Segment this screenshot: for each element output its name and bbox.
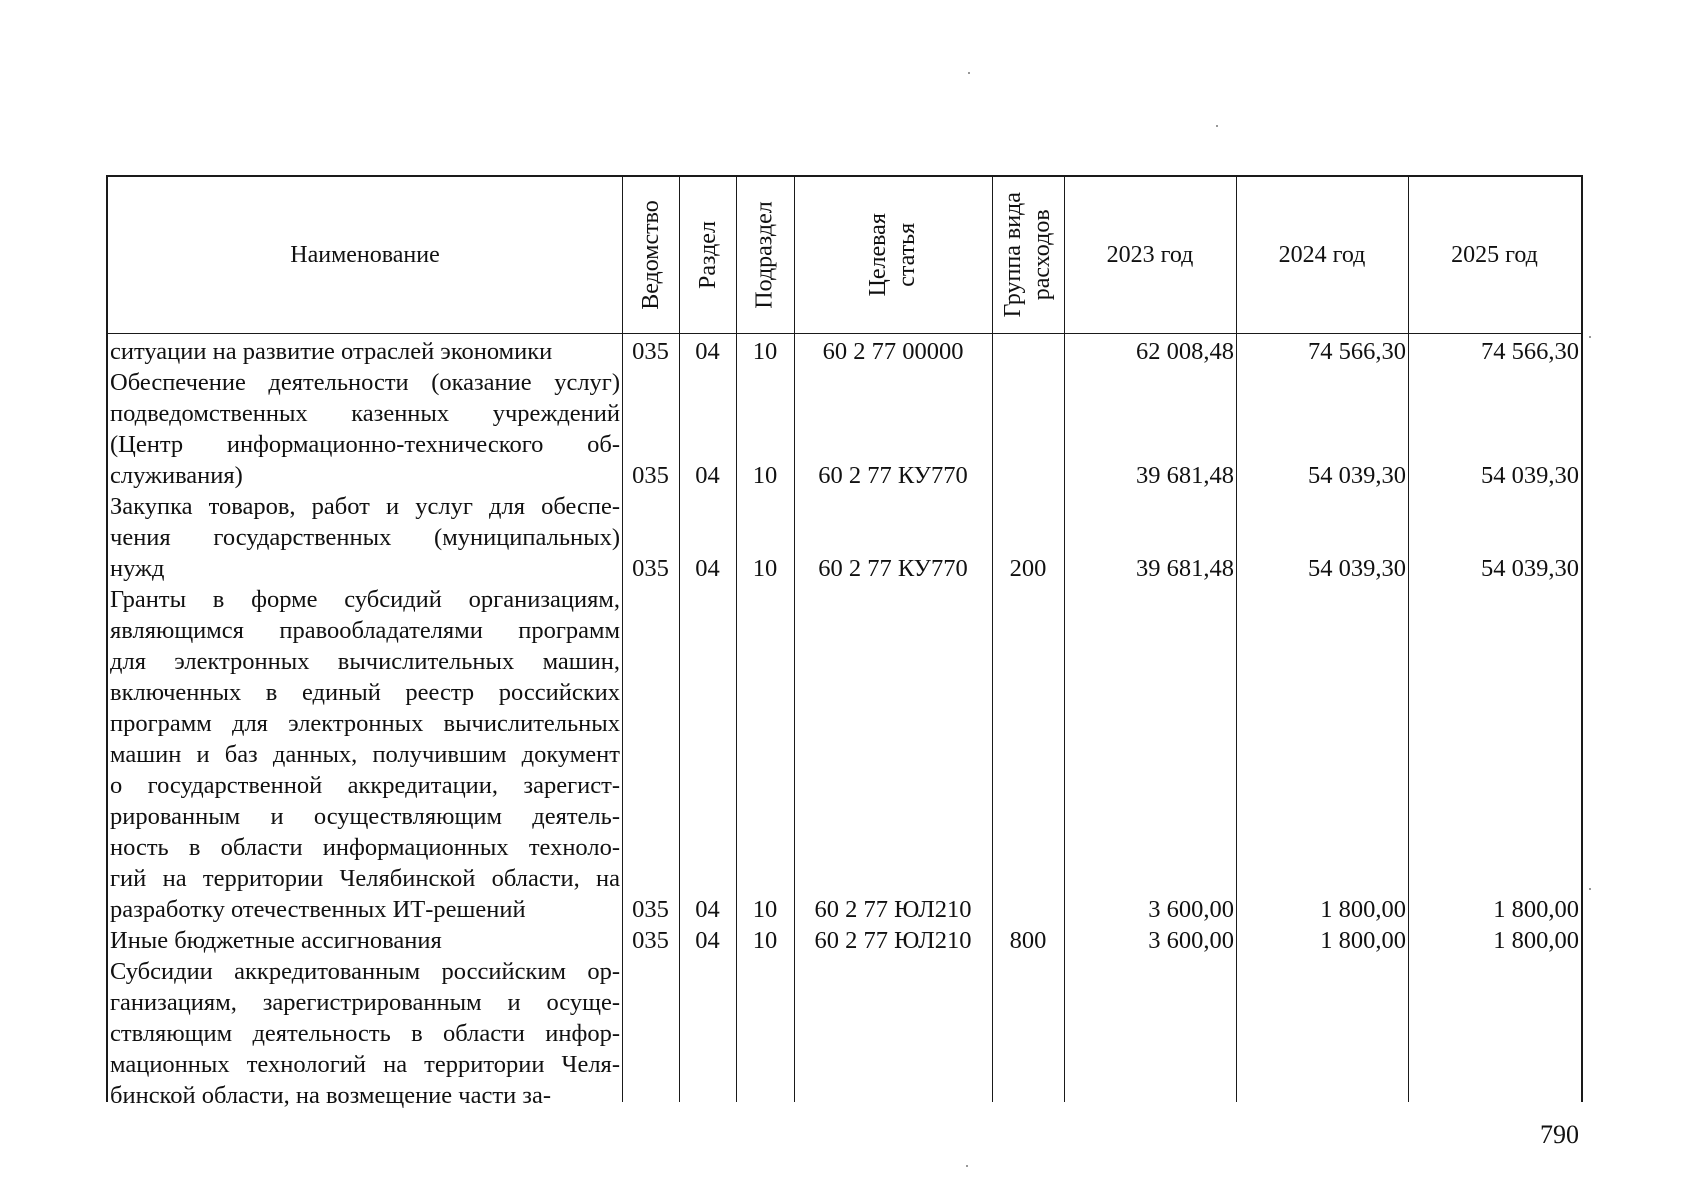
name-line: машин и баз данных, получившим документ: [110, 741, 620, 768]
cell-podrazdel: 10: [752, 462, 778, 489]
table-row: [108, 956, 1581, 1111]
cell-2025: 1 800,00: [1493, 896, 1579, 923]
header-celevaya-line2: статья: [893, 223, 920, 287]
name-line: служивания): [110, 462, 243, 489]
cell-celevaya-statya: 60 2 77 КУ770: [818, 462, 968, 489]
header-2023: [1064, 177, 1236, 333]
cell-2023: 62 008,48: [1136, 338, 1234, 365]
cell-2023: 3 600,00: [1148, 896, 1234, 923]
header-vedomstvo-text: Ведомство: [637, 200, 664, 310]
scan-speck: [968, 72, 970, 74]
cell-razdel: 04: [695, 896, 720, 923]
name-line: бинской области, на возмещение части за-: [110, 1082, 552, 1109]
header-2023-text: 2023 год: [1106, 242, 1194, 268]
name-line: Иные бюджетные ассигнования: [110, 927, 442, 954]
name-line: нужд: [110, 555, 165, 582]
scan-speck: [966, 1165, 968, 1167]
cell-name: [110, 336, 620, 367]
cell-2023: 39 681,48: [1136, 555, 1234, 582]
scan-speck: [1216, 125, 1218, 127]
header-razdel-text: Раздел: [694, 221, 721, 289]
cell-name: [110, 491, 620, 584]
name-line: мационных технологий на территории Челя-: [110, 1051, 620, 1078]
name-line: ситуации на развитие отраслей экономики: [110, 338, 553, 365]
header-2024-text: 2024 год: [1278, 242, 1366, 268]
scan-speck: [1589, 336, 1591, 338]
cell-2024: 74 566,30: [1308, 338, 1406, 365]
name-line: ность в области информационных техноло-: [110, 834, 620, 861]
name-line: включенных в единый реестр российских: [110, 679, 620, 706]
table-row: [108, 336, 1581, 367]
name-line: о государственной аккредитации, зарегист-: [110, 772, 620, 799]
cell-2024: 1 800,00: [1320, 896, 1406, 923]
cell-celevaya-statya: 60 2 77 ЮЛ210: [814, 927, 972, 954]
cell-razdel: 04: [695, 462, 720, 489]
header-razdel: [679, 177, 736, 333]
header-podrazdel: [736, 177, 794, 333]
header-gruppa-line2: расходов: [1029, 209, 1055, 301]
header-divider: [108, 333, 1581, 334]
table-row: [108, 367, 1581, 491]
cell-name: [110, 367, 620, 491]
budget-table: [106, 175, 1583, 1109]
cell-2025: 54 039,30: [1481, 555, 1579, 582]
cell-2025: 1 800,00: [1493, 927, 1579, 954]
cell-2024: 54 039,30: [1308, 462, 1406, 489]
name-line: чения государственных (муниципальных): [110, 524, 620, 551]
cell-2023: 3 600,00: [1148, 927, 1234, 954]
page-number: 790: [1540, 1120, 1579, 1149]
name-line: разработку отечественных ИТ-решений: [110, 896, 526, 923]
name-line: являющимся правообладателями программ: [110, 617, 620, 644]
cell-name: [110, 925, 620, 956]
cell-vedomstvo: 035: [632, 338, 669, 365]
cell-gruppa-vida: 800: [1009, 927, 1047, 954]
name-line: (Центр информационно-технического об-: [110, 431, 620, 458]
cell-podrazdel: 10: [752, 896, 778, 923]
name-line: Субсидии аккредитованным российским ор-: [110, 958, 620, 985]
cell-razdel: 04: [695, 555, 720, 582]
table-row: [108, 925, 1581, 956]
cell-vedomstvo: 035: [632, 927, 669, 954]
cell-podrazdel: 10: [752, 927, 778, 954]
table-row: [108, 491, 1581, 584]
header-name: [108, 177, 622, 333]
cell-2025: 74 566,30: [1481, 338, 1579, 365]
cell-gruppa-vida: 200: [1009, 555, 1047, 582]
cell-celevaya-statya: 60 2 77 КУ770: [818, 555, 968, 582]
name-line: рированным и осуществляющим деятель-: [110, 803, 620, 830]
name-line: ганизациям, зарегистрированным и осуще-: [110, 989, 620, 1016]
header-podrazdel-text: Подраздел: [752, 201, 779, 309]
cell-name: [110, 584, 620, 925]
name-line: гий на территории Челябинской области, на: [110, 865, 620, 892]
name-line: ствляющим деятельность в области инфор-: [110, 1020, 620, 1047]
header-2025: [1408, 177, 1581, 333]
cell-2023: 39 681,48: [1136, 462, 1234, 489]
cell-razdel: 04: [695, 338, 720, 365]
scan-speck: [1589, 888, 1591, 890]
cell-podrazdel: 10: [752, 555, 778, 582]
cell-2024: 1 800,00: [1320, 927, 1406, 954]
cell-2024: 54 039,30: [1308, 555, 1406, 582]
name-line: Обеспечение деятельности (оказание услуг): [110, 369, 620, 396]
cell-vedomstvo: 035: [632, 462, 669, 489]
header-vedomstvo: [622, 177, 679, 333]
name-line: программ для электронных вычислительных: [110, 710, 620, 737]
header-celevaya-text: [864, 213, 922, 296]
header-2024: [1236, 177, 1408, 333]
header-gruppa-line1: Группа вида: [1000, 192, 1027, 318]
cell-celevaya-statya: 60 2 77 ЮЛ210: [814, 896, 972, 923]
cell-podrazdel: 10: [752, 338, 778, 365]
name-line: для электронных вычислительных машин,: [110, 648, 620, 675]
header-gruppa: [992, 177, 1064, 333]
table-row: [108, 584, 1581, 925]
cell-vedomstvo: 035: [632, 555, 669, 582]
cell-vedomstvo: 035: [632, 896, 669, 923]
name-line: Гранты в форме субсидий организациям,: [110, 586, 620, 613]
cell-2025: 54 039,30: [1481, 462, 1579, 489]
header-celevaya: [794, 177, 992, 333]
header-name-text: Наименование: [290, 242, 440, 268]
header-gruppa-text: [999, 192, 1057, 317]
name-line: подведомственных казенных учреждений: [110, 400, 620, 427]
cell-name: [110, 956, 620, 1111]
header-celevaya-line1: Целевая: [865, 213, 892, 297]
cell-razdel: 04: [695, 927, 720, 954]
header-2025-text: 2025 год: [1451, 242, 1538, 268]
cell-celevaya-statya: 60 2 77 00000: [822, 338, 964, 365]
name-line: Закупка товаров, работ и услуг для обеспе-: [110, 493, 620, 520]
